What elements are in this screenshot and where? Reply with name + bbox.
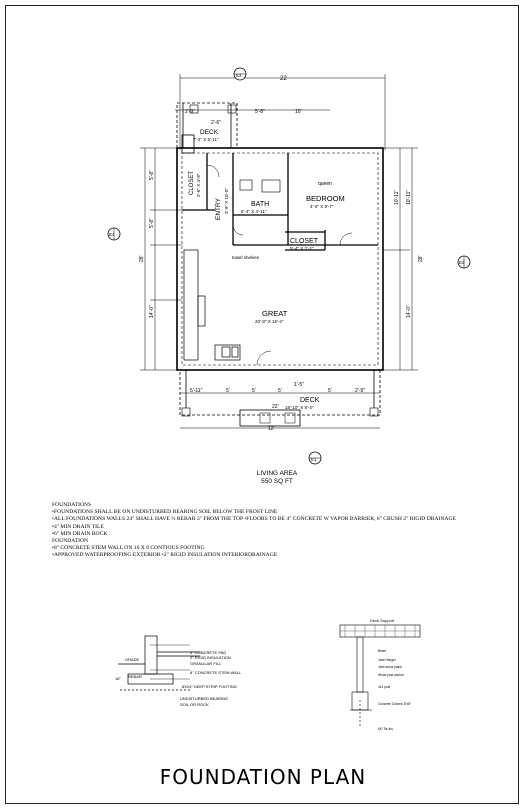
section-stem: 8" CONCRETE STEM WALL <box>190 670 242 675</box>
deck-top-dims: 7'-2" X 5'-11" <box>193 137 219 142</box>
section-pad: 4" CONCRETE PAD <box>190 650 227 655</box>
deck-detail-label-6: 6/0 Tie-Ins <box>378 727 393 731</box>
deck-bottom-name: DECK <box>300 397 320 404</box>
svg-text:E1: E1 <box>311 457 317 462</box>
note-line: •FOUNDATIONS SHALL BE ON UNDISTURBED BEARING SOIL BELOW THE FROST LINE <box>52 509 278 516</box>
deck-detail-title: Deck Support <box>370 618 395 623</box>
dim-right-a: 10'-11" <box>394 189 400 205</box>
deck-detail-label-0: Beam <box>378 649 387 653</box>
dim-left-b: 5'-8" <box>149 218 155 228</box>
dim-bot-a: 5'-11" <box>190 388 203 394</box>
closet-left-dims: 2'-6" X 4'-8" <box>196 173 201 197</box>
section-marker-top <box>234 68 246 80</box>
section-marker-left <box>108 228 120 240</box>
svg-text:E3: E3 <box>236 73 242 78</box>
bedroom-dims: 4'-0" X 8'-7" <box>310 204 334 209</box>
dim-right-b: 10'-11" <box>406 189 412 205</box>
svg-text:E4: E4 <box>109 232 115 237</box>
living-area-label: LIVING AREA <box>256 470 298 477</box>
dim-top-a: 2'-9" <box>185 109 195 115</box>
section-fill: GRANULAR FILL <box>190 661 222 666</box>
entry-name: ENTRY <box>215 198 222 220</box>
great-room-name: GREAT <box>262 309 288 318</box>
entry-dims: 3'-9" X 10'-0" <box>224 188 229 214</box>
kitchen-counter <box>184 250 240 360</box>
towel-shelves-label: towel shelves <box>232 255 260 260</box>
dim-bot-e: 5' <box>328 388 332 394</box>
svg-text:E2: E2 <box>459 260 465 265</box>
dim-bot-b: 5' <box>226 388 230 394</box>
dim-right-d: 14'-0" <box>406 305 412 318</box>
bedroom-bed: queen <box>318 181 332 187</box>
dim-bot-f: 2'-9" <box>355 388 365 394</box>
section-marker-right <box>458 256 470 268</box>
great-room-dims: 20'-8" X 15'-4" <box>255 319 284 324</box>
deck-detail-label-2: Joist ancor plank <box>378 665 402 669</box>
dim-bot-i: 12' <box>268 426 275 432</box>
bath-dims: 5'-4" X 4'-11" <box>241 209 267 214</box>
dim-left-a: 5'-8" <box>149 170 155 180</box>
section-grade: GRADE <box>125 657 140 662</box>
living-area-value: 550 SQ FT <box>261 478 293 485</box>
note-line: •6" MIN DRAIN ROCK <box>52 530 108 537</box>
dim-top-deck: 2'-6" <box>211 120 221 126</box>
note-line: FOUNDATION <box>52 538 89 545</box>
dim-bot-g: 1'-5" <box>294 382 304 388</box>
dim-bot-d: 5' <box>278 388 282 394</box>
note-line: •8" CONCRETE STEM WALL ON 16 X 8 CONTIOUS FOOTING <box>52 545 205 552</box>
section-soil-1: UNDISTURBED BEARING <box>180 696 229 701</box>
note-line: •4" MIN DRAIN TILE <box>52 523 104 530</box>
note-line: •APPROVED WATERPROOFING EXTERIOR •2" RIGID INSULATION INTERIORDRAINAGE <box>52 552 278 559</box>
deck-detail-label-3: Wood post anchor <box>378 673 404 677</box>
dim-bot-h: 22' <box>272 404 279 410</box>
living-area <box>237 470 317 486</box>
closet-mid-name: CLOSET <box>290 238 319 245</box>
section-soil-2: SOIL OR ROCK <box>180 702 209 707</box>
dim-right-c: 28' <box>418 255 424 262</box>
foundation-notes <box>52 502 522 560</box>
deck-detail-label-4: 4x4 post <box>378 685 391 689</box>
section-rebar: REBAR <box>128 674 142 679</box>
note-line: FOUNDATIONS <box>52 502 92 508</box>
dim-bot-c: 5' <box>252 388 256 394</box>
interior-walls <box>182 153 378 250</box>
deck-bottom-dims: 18'-10" X 8'-4" <box>285 405 314 410</box>
deck-top-name: DECK <box>200 129 219 136</box>
closet-mid-dims: 5'-4" X 2'-2" <box>290 246 314 251</box>
section-marker-bottom <box>309 452 321 464</box>
section-height: 16" <box>115 676 121 681</box>
dim-top-b: 5'-8" <box>255 109 265 115</box>
bath-name: BATH <box>251 201 270 208</box>
bottom-deck <box>180 370 380 426</box>
closet-left-name: CLOSET <box>189 170 195 195</box>
bath-fixtures <box>240 180 280 192</box>
dim-top-c: 10' <box>295 109 302 115</box>
deck-detail-label-5: Concrete Column 8"x8" <box>378 702 412 706</box>
sheet-title: FOUNDATION PLAN <box>159 765 367 789</box>
dim-overall-width: 22 <box>280 76 287 82</box>
section-rigid: 2" RIGID INSULATION <box>190 655 231 660</box>
deck-detail-label-1: Joist Hanger <box>378 658 396 662</box>
section-footing: 8X24" DEEP STRIP FOOTING <box>182 684 237 689</box>
wall-section-detail <box>118 636 200 690</box>
dim-left-c: 28' <box>139 255 145 262</box>
bedroom-name: BEDROOM <box>306 194 345 203</box>
dim-left-d: 14'-0" <box>149 305 155 318</box>
note-line: •ALL FOUNDATIONS WALLS 24" SHALL HAVE ½ REBAR 3" FROM THE TOP •FLOORS TO BE 4" CONCRETE W VAPOR BARRIER, 6" CRUSH 2" RIGID DRAINAGE <box>52 516 456 523</box>
